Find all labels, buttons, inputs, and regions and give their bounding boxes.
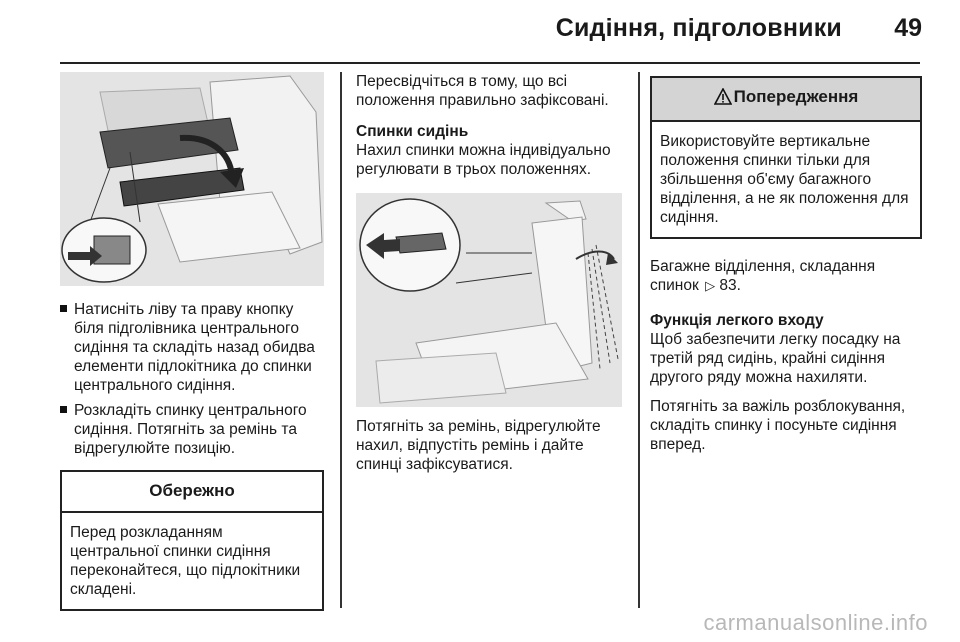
column-1 bbox=[60, 72, 324, 611]
warning-text: Використовуйте вертикальне положення спинки тільки для збільшення об'єму багажного відділення, а не як положення для сидіння. bbox=[660, 133, 909, 226]
header-rule bbox=[60, 62, 920, 64]
page-reference-link[interactable]: 83. bbox=[719, 277, 741, 294]
caution-title: Обережно bbox=[62, 472, 322, 513]
caution-text: Перед розкладанням центральної спинки сидіння переконайтеся, що підлокітники складені. bbox=[70, 524, 301, 598]
luggage-reference: Багажне відділення, складання спинок ▷ 83. bbox=[650, 258, 876, 294]
column-divider-2 bbox=[638, 72, 640, 608]
easy-entry-paragraph-2: Потягніть за важіль розблокування, складіть спинку і посуньте сидіння вперед. bbox=[650, 398, 906, 453]
adjust-paragraph: Потягніть за ремінь, відрегулюйте нахил, відпустіть ремінь і дайте спинці зафіксуватися. bbox=[356, 418, 601, 473]
caution-box bbox=[60, 470, 324, 611]
page-reference-arrow-icon: ▷ bbox=[705, 278, 716, 293]
warning-title: Попередження bbox=[733, 87, 859, 106]
list-item: Розкладіть спинку центрального сидіння. Потягніть за ремінь та відрегулюйте позицію. bbox=[60, 401, 324, 458]
bullet-square-icon bbox=[60, 305, 67, 312]
intro-paragraph: Пересвідчіться в тому, що всі положення правильно зафіксовані. bbox=[356, 73, 609, 109]
easy-entry-paragraph: Щоб забезпечити легку посадку на третій ряд сидінь, крайні сидіння другого ряду можна нахиляти. bbox=[650, 331, 901, 386]
instruction-list bbox=[60, 300, 324, 458]
page-number: 49 bbox=[894, 14, 922, 42]
page-title: Сидіння, підголовники bbox=[555, 14, 842, 42]
seatback-adjust-illustration bbox=[356, 193, 622, 407]
warning-triangle-icon bbox=[714, 88, 732, 110]
seatbacks-heading: Спинки сидінь bbox=[356, 123, 469, 140]
watermark-text: carmanualsonline.info bbox=[703, 610, 928, 635]
seatbacks-paragraph: Нахил спинки можна індивідуально регулювати в трьох положеннях. bbox=[356, 142, 611, 178]
warning-box bbox=[650, 76, 922, 239]
warning-header bbox=[652, 78, 920, 122]
easy-entry-heading: Функція легкого входу bbox=[650, 312, 824, 329]
list-item: Натисніть ліву та праву кнопку біля підголівника центрального сидіння та складіть назад обидва елементи підлокітника до спинки центрального сидіння. bbox=[60, 300, 324, 395]
column-3 bbox=[650, 72, 922, 454]
bullet-square-icon bbox=[60, 406, 67, 413]
column-2 bbox=[356, 72, 622, 474]
armrest-folding-illustration bbox=[60, 72, 324, 286]
column-divider-1 bbox=[340, 72, 342, 608]
